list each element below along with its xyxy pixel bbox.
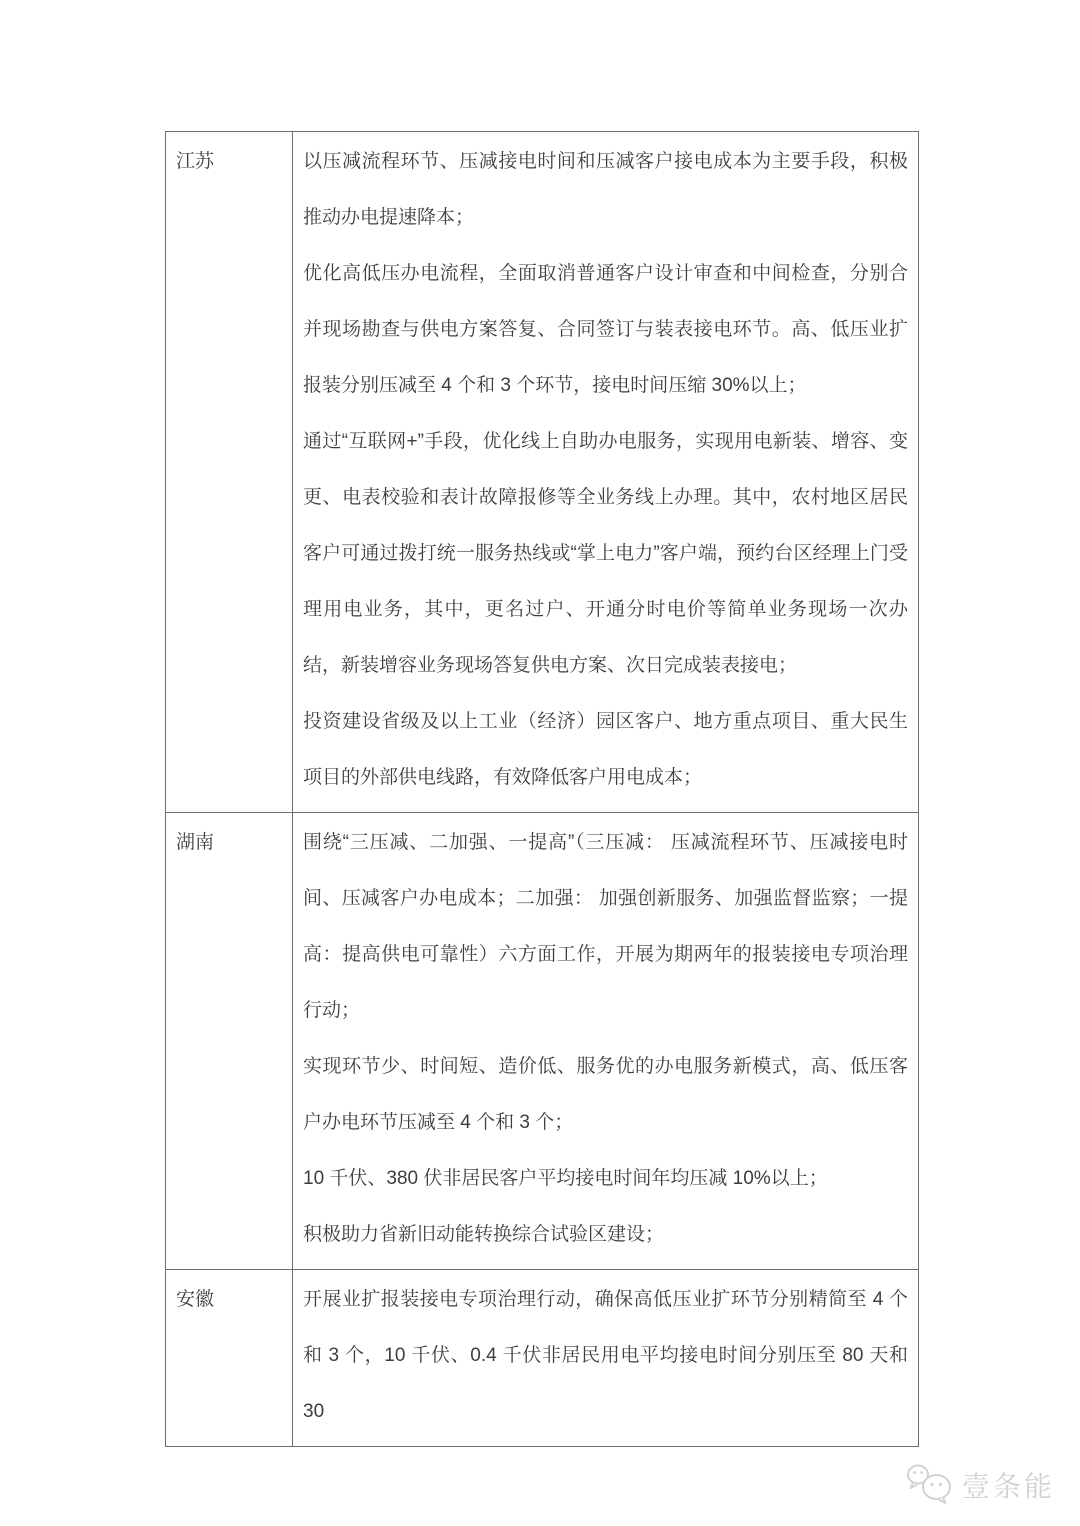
watermark <box>905 1462 1055 1508</box>
measure-paragraph: 实现环节少、时间短、造价低、服务优的办电服务新模式，高、低压客户办电环节压减至 4 个和 3 个； <box>303 1056 908 1133</box>
measures-cell <box>293 132 919 813</box>
measure-paragraph: 围绕“三压减、二加强、一提高”（三压减： 压减流程环节、压减接电时间、压减客户办电成本；二加强： 加强创新服务、加强监督监察；一提高：提高供电可靠性）六方面工作，开展为期两年的报装接电专项治理行动； <box>303 832 908 1021</box>
table-row-hunan <box>166 813 919 1270</box>
watermark-text: 壹条能 <box>962 1471 1056 1502</box>
measure-paragraph: 10 千伏、380 伏非居民客户平均接电时间年均压减 10%以上； <box>303 1168 828 1189</box>
table-row-anhui <box>166 1270 919 1447</box>
measure-paragraph: 投资建设省级及以上工业（经济）园区客户、地方重点项目、重大民生项目的外部供电线路，有效降低客户用电成本； <box>303 711 908 788</box>
table-row-jiangsu <box>166 132 919 813</box>
measures-cell <box>293 1270 919 1447</box>
measures-cell <box>293 813 919 1270</box>
province-cell: 江苏 <box>166 132 293 813</box>
measure-paragraph: 通过“互联网+”手段，优化线上自助办电服务，实现用电新装、增容、变更、电表校验和表计故障报修等全业务线上办理。其中，农村地区居民客户可通过拨打统一服务热线或“掌上电力”客户端，预约台区经理上门受理用电业务，其中，更名过户、开通分时电价等简单业务现场一次办结，新装增容业务现场答复供电方案、次日完成装表接电； <box>303 431 908 676</box>
measure-paragraph: 开展业扩报装接电专项治理行动，确保高低压业扩环节分别精简至 4 个和 3 个，10 千伏、0.4 千伏非居民用电平均接电时间分别压至 80 天和 30 <box>303 1289 908 1422</box>
measure-paragraph: 以压减流程环节、压减接电时间和压减客户接电成本为主要手段，积极推动办电提速降本； <box>303 151 908 228</box>
province-policy-table <box>165 131 919 1447</box>
province-cell: 湖南 <box>166 813 293 1270</box>
province-cell: 安徽 <box>166 1270 293 1447</box>
measure-paragraph: 优化高低压办电流程，全面取消普通客户设计审查和中间检查，分别合并现场勘查与供电方案答复、合同签订与装表接电环节。高、低压业扩报装分别压减至 4 个和 3 个环节，接电时间压缩 30%以上； <box>303 263 908 396</box>
measure-paragraph: 积极助力省新旧动能转换综合试验区建设； <box>303 1224 665 1245</box>
wechat-chat-bubbles-icon <box>905 1462 955 1508</box>
